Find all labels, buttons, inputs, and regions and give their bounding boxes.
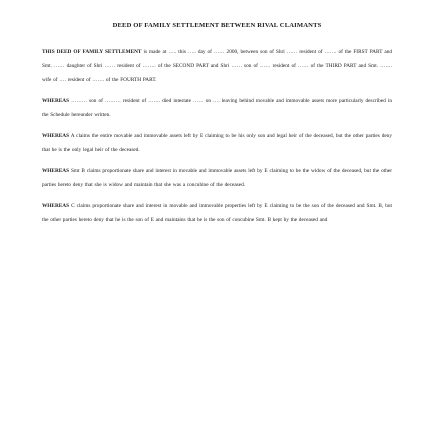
paragraph-intro xyxy=(42,45,392,87)
paragraph-whereas-3 xyxy=(42,164,392,192)
paragraph-lead: THIS DEED OF FAMILY SETTLEMENT xyxy=(42,49,142,55)
paragraph-whereas-2 xyxy=(42,129,392,157)
paragraph-lead: WHEREAS xyxy=(42,98,70,104)
paragraph-text: ……… son of ……… resident of ……. died intestate …… on …. leaving behind movable and immovable assets more particularly described in the Schedule hereunder written. xyxy=(42,98,392,118)
paragraph-lead: WHEREAS xyxy=(42,168,70,174)
paragraph-whereas-4 xyxy=(42,199,392,227)
paragraph-text: A claims the entire movable and immovable assets left by E claiming to be his only son and legal heir of the deceased, but the other parties deny that he is the only legal heir of the deceased. xyxy=(42,133,392,153)
document-title: DEED OF FAMILY SETTLEMENT BETWEEN RIVAL CLAIMANTS xyxy=(112,22,322,29)
paragraph-text: C claims proportionate share and interest in movable and immovable properties left by E claiming to be the son of the deceased and Smt. B, but the other parties hereto deny that he is the son of E and maintains that he is the son of concubine Smt. B kept by the deceased and xyxy=(42,203,392,223)
paragraph-text: Smt B claims proportionate share and interest in movable and immovable assets left by E claiming to be the widow of the deceased, but the other parties hereto deny that she is widow and maintain that she was a concubine of the deceased. xyxy=(42,168,392,188)
paragraph-whereas-1 xyxy=(42,94,392,122)
paragraph-lead: WHEREAS xyxy=(42,133,70,139)
paragraph-text: is made at ….. this ….. day of …… 2000, between son of Shri …… resident of ……. of the FIRST PART and Smt. …… daughter of Shri …… resident of …….. of the SECOND PART and Shri …… son of …… resident of …… of the THIRD PART and Smt. ……. wife of …. resident of ……. of the FOURTH PART. xyxy=(42,49,392,83)
paragraph-lead: WHEREAS xyxy=(42,203,70,209)
